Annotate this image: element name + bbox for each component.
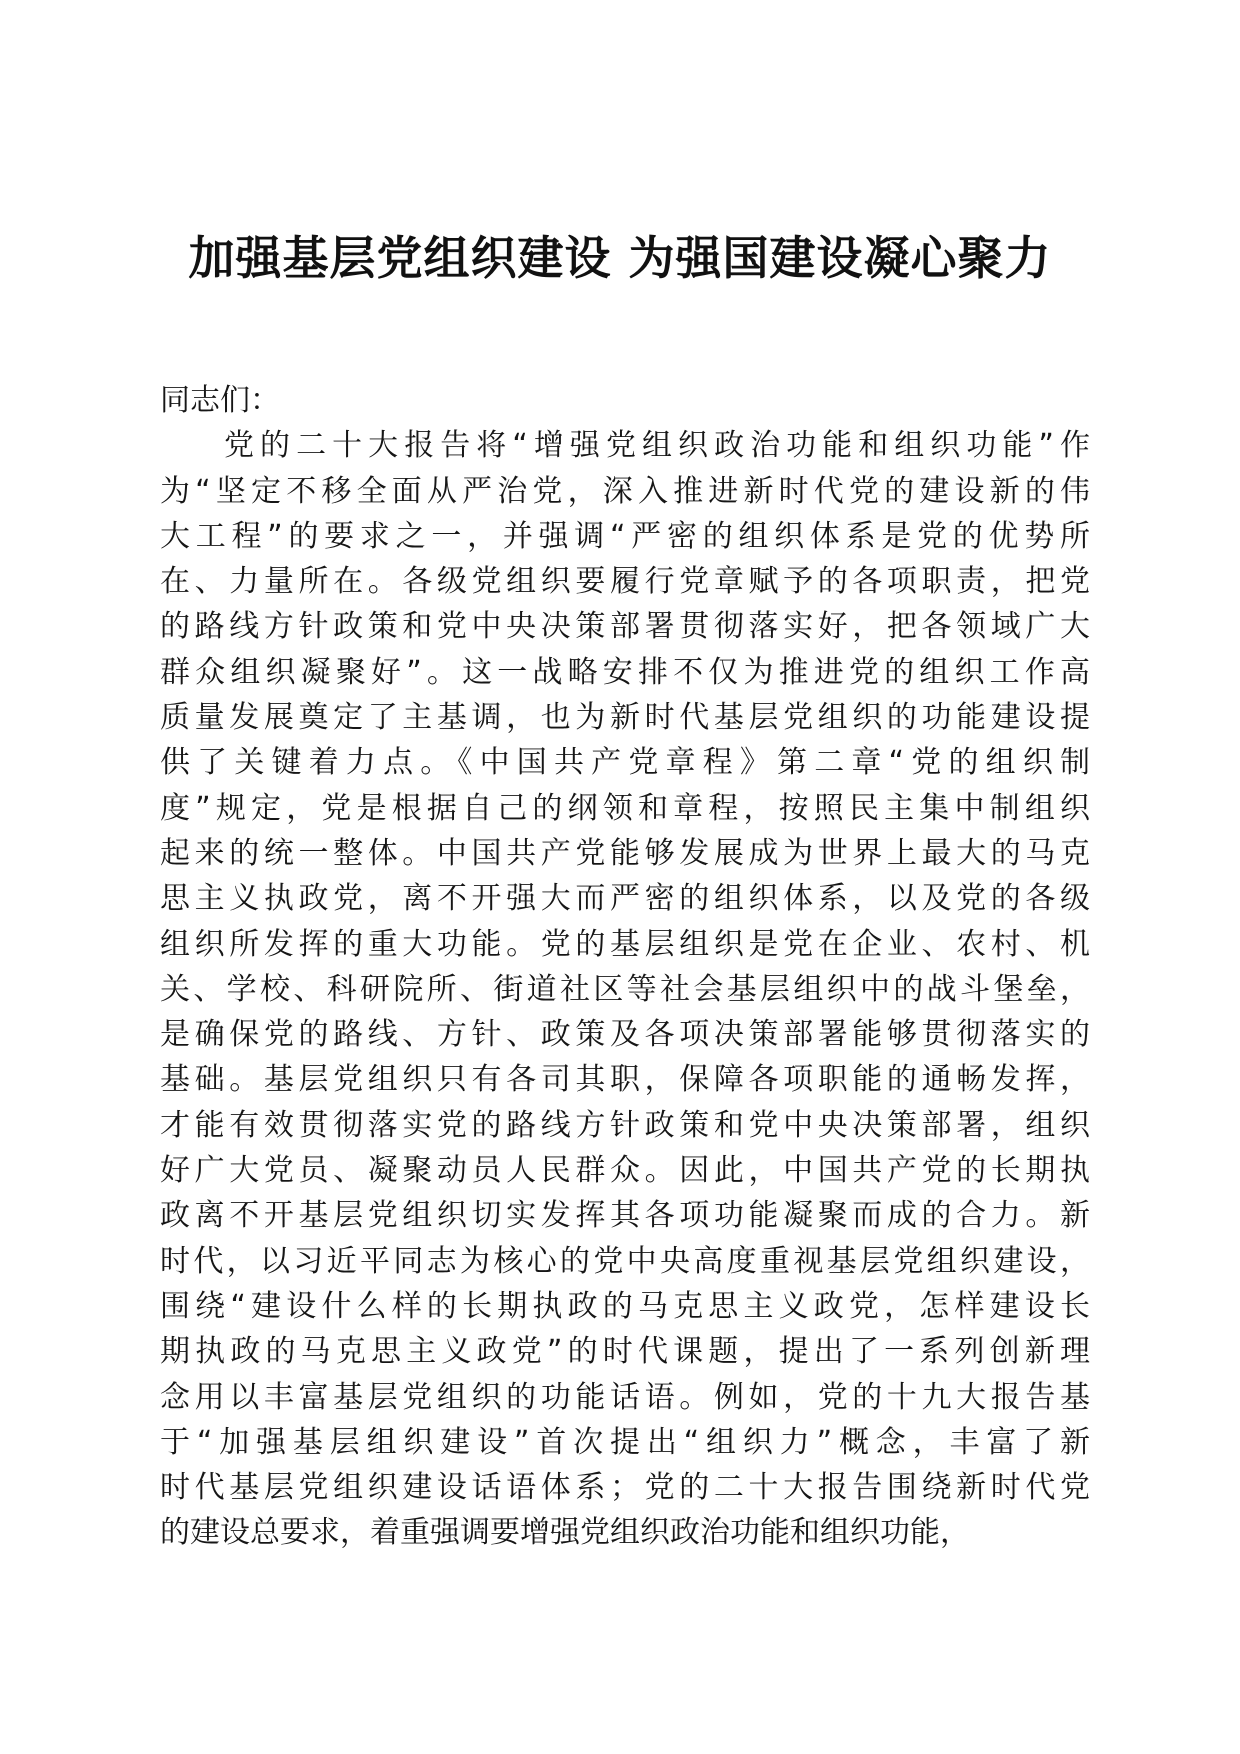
paragraph-line: 在、力量所在。各级党组织要履行党章赋予的各项职责，把党 [160, 564, 1090, 600]
paragraph-line: 关、学校、科研院所、街道社区等社会基层组织中的战斗堡垒， [160, 971, 1090, 1007]
paragraph-line: 基础。基层党组织只有各司其职，保障各项职能的通畅发挥， [160, 1062, 1090, 1098]
document-title: 加强基层党组织建设 为强国建设凝心聚力 [188, 231, 1052, 285]
paragraph-line: 好广大党员、凝聚动员人民群众。因此，中国共产党的长期执 [160, 1153, 1090, 1189]
document-body [160, 378, 1090, 1556]
paragraph-line: 起来的统一整体。中国共产党能够发展成为世界上最大的马克 [160, 835, 1090, 871]
paragraph-line: 党的二十大报告将“增强党组织政治功能和组织功能”作 [224, 428, 1090, 464]
paragraph-line: 于“加强基层组织建设”首次提出“组织力”概念，丰富了新 [160, 1424, 1090, 1460]
paragraph-line: 的路线方针政策和党中央决策部署贯彻落实好，把各领域广大 [160, 609, 1090, 645]
paragraph-line: 供了关键着力点。《中国共产党章程》第二章“党的组织制 [160, 745, 1090, 781]
paragraph-line: 度”规定，党是根据自己的纲领和章程，按照民主集中制组织 [160, 790, 1090, 826]
paragraph-line: 念用以丰富基层党组织的功能话语。例如，党的十九大报告基 [160, 1379, 1090, 1415]
paragraph-line: 时代基层党组织建设话语体系；党的二十大报告围绕新时代党 [160, 1470, 1090, 1506]
paragraph-line: 大工程”的要求之一，并强调“严密的组织体系是党的优势所 [160, 518, 1090, 554]
paragraph-line: 是确保党的路线、方针、政策及各项决策部署能够贯彻落实的 [160, 1017, 1090, 1053]
paragraph-line: 为“坚定不移全面从严治党，深入推进新时代党的建设新的伟 [160, 473, 1090, 509]
paragraph-line: 思主义执政党，离不开强大而严密的组织体系，以及党的各级 [160, 881, 1090, 917]
paragraph-line: 组织所发挥的重大功能。党的基层组织是党在企业、农村、机 [160, 926, 1090, 962]
paragraph-line: 群众组织凝聚好”。这一战略安排不仅为推进党的组织工作高 [160, 654, 1090, 690]
paragraph-line: 时代，以习近平同志为核心的党中央高度重视基层党组织建设， [160, 1243, 1090, 1279]
paragraph-line: 围绕“建设什么样的长期执政的马克思主义政党，怎样建设长 [160, 1288, 1090, 1324]
paragraph-line: 质量发展奠定了主基调，也为新时代基层党组织的功能建设提 [160, 700, 1090, 736]
paragraph-line: 政离不开基层党组织切实发挥其各项功能凝聚而成的合力。新 [160, 1198, 1090, 1234]
paragraph-line: 期执政的马克思主义政党”的时代课题，提出了一系列创新理 [160, 1334, 1090, 1370]
paragraph-line: 的建设总要求，着重强调要增强党组织政治功能和组织功能， [160, 1515, 970, 1551]
salutation: 同志们： [160, 383, 280, 418]
paragraph-line: 才能有效贯彻落实党的路线方针政策和党中央决策部署，组织 [160, 1107, 1090, 1143]
